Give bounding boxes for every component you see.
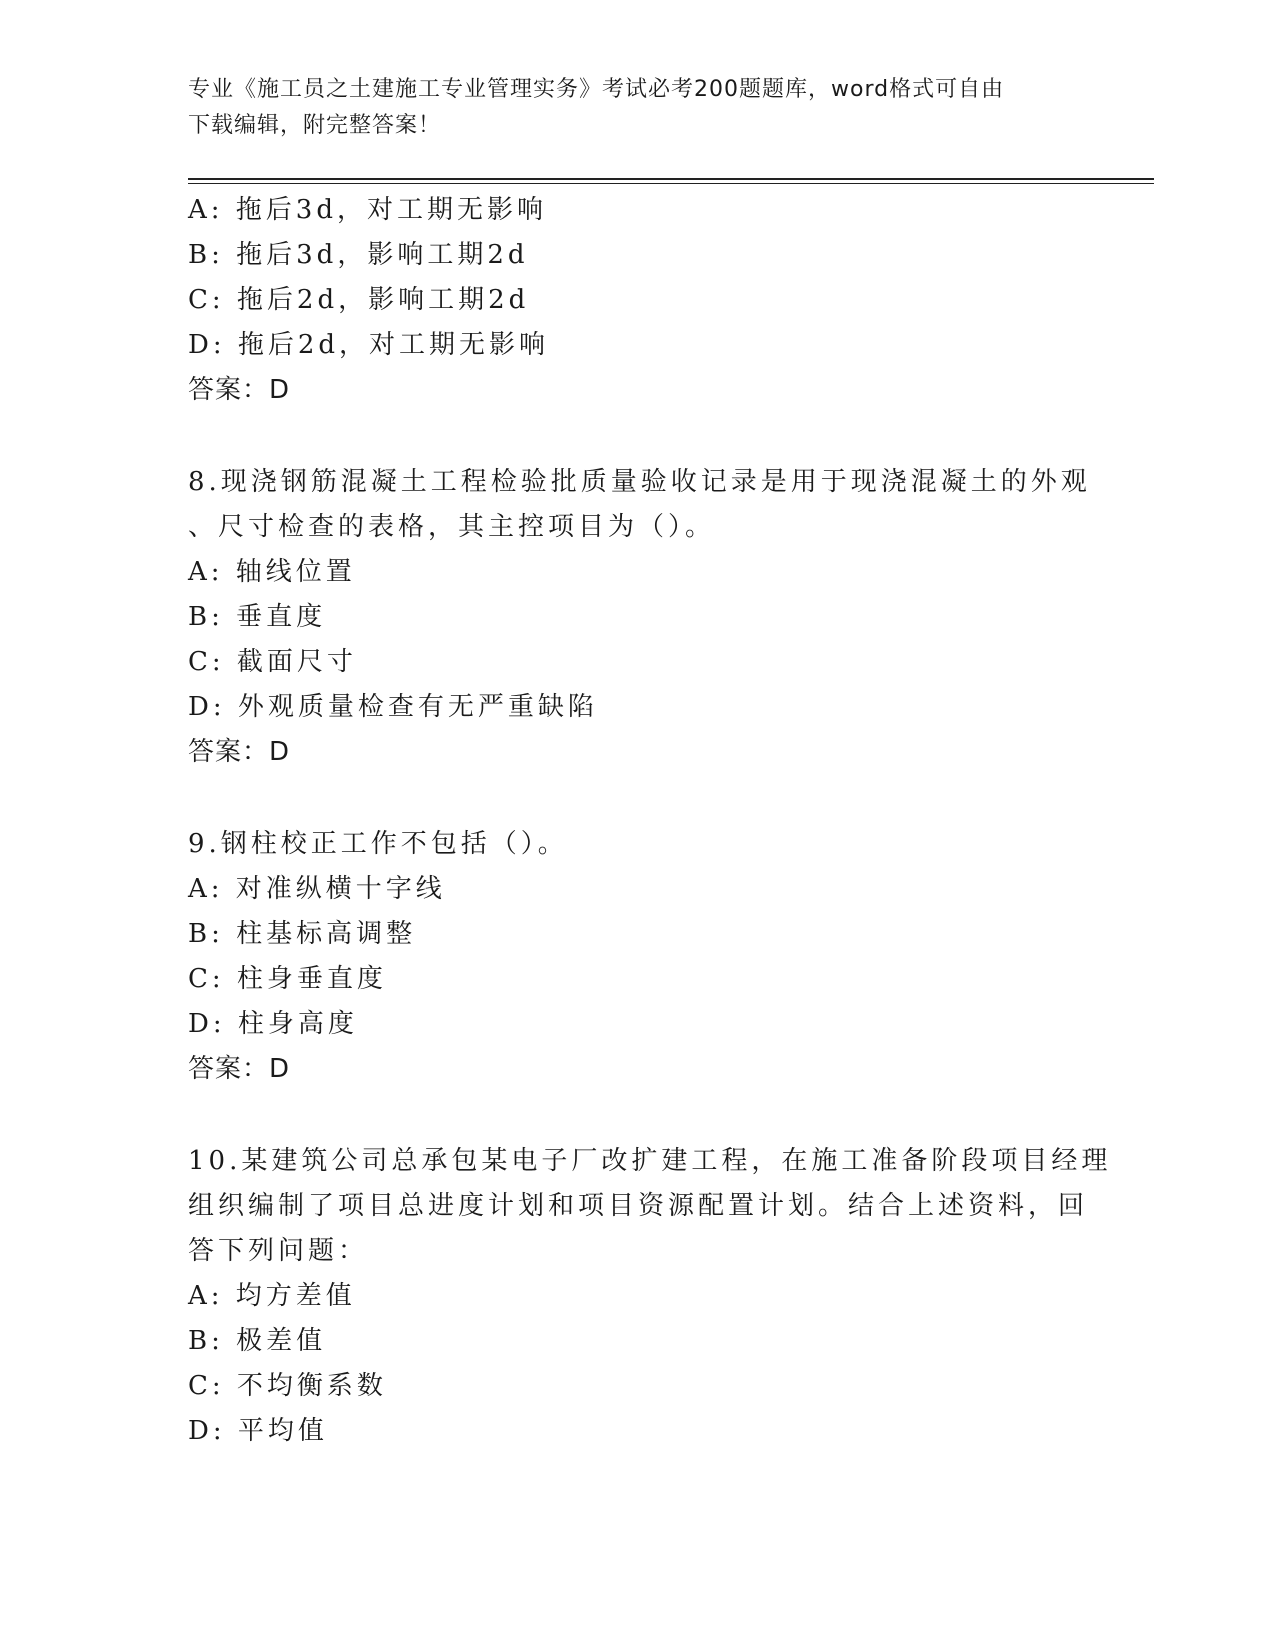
option-d: D: 外观质量检查有无严重缺陷 bbox=[188, 692, 598, 722]
question-text-line: 、尺寸检查的表格，其主控项目为（）。 bbox=[188, 512, 716, 542]
question-list bbox=[188, 188, 1112, 1454]
answer: 答案：D bbox=[188, 375, 291, 405]
question-text-line: 组织编制了项目总进度计划和项目资源配置计划。结合上述资料，回 bbox=[188, 1191, 1089, 1221]
option-b: B: 柱基标高调整 bbox=[188, 919, 417, 949]
option-c: C: 柱身垂直度 bbox=[188, 964, 387, 994]
option-d: D: 柱身高度 bbox=[188, 1009, 358, 1039]
header-line-2: 下载编辑，附完整答案！ bbox=[188, 113, 442, 138]
header-divider bbox=[188, 178, 1154, 184]
question-text-line: 8.现浇钢筋混凝土工程检验批质量验收记录是用于现浇混凝土的外观 bbox=[188, 467, 1091, 497]
option-a: A: 拖后3d，对工期无影响 bbox=[188, 195, 547, 225]
option-b: B: 垂直度 bbox=[188, 602, 327, 632]
question-10 bbox=[188, 1139, 1112, 1454]
option-d: D: 拖后2d，对工期无影响 bbox=[188, 330, 550, 360]
option-a: A: 均方差值 bbox=[188, 1281, 356, 1311]
question-text-line: 10.某建筑公司总承包某电子厂改扩建工程，在施工准备阶段项目经理 bbox=[188, 1146, 1112, 1176]
option-b: B: 极差值 bbox=[188, 1326, 327, 1356]
document-header bbox=[188, 72, 1068, 144]
option-b: B: 拖后3d，影响工期2d bbox=[188, 240, 529, 270]
answer: 答案：D bbox=[188, 737, 291, 767]
question-9 bbox=[188, 822, 1088, 1092]
option-c: C: 拖后2d，影响工期2d bbox=[188, 285, 530, 315]
question-text-line: 9.钢柱校正工作不包括（）。 bbox=[188, 829, 568, 859]
question-text-line: 答下列问题： bbox=[188, 1236, 369, 1266]
header-line-1: 专业《施工员之土建施工专业管理实务》考试必考200题题库，word格式可自由 bbox=[188, 77, 1005, 102]
option-d: D: 平均值 bbox=[188, 1416, 328, 1446]
question-8 bbox=[188, 460, 1091, 775]
option-c: C: 不均衡系数 bbox=[188, 1371, 387, 1401]
option-a: A: 轴线位置 bbox=[188, 557, 356, 587]
option-a: A: 对准纵横十字线 bbox=[188, 874, 446, 904]
answer: 答案：D bbox=[188, 1054, 291, 1084]
question-7 bbox=[188, 188, 1088, 413]
option-c: C: 截面尺寸 bbox=[188, 647, 357, 677]
